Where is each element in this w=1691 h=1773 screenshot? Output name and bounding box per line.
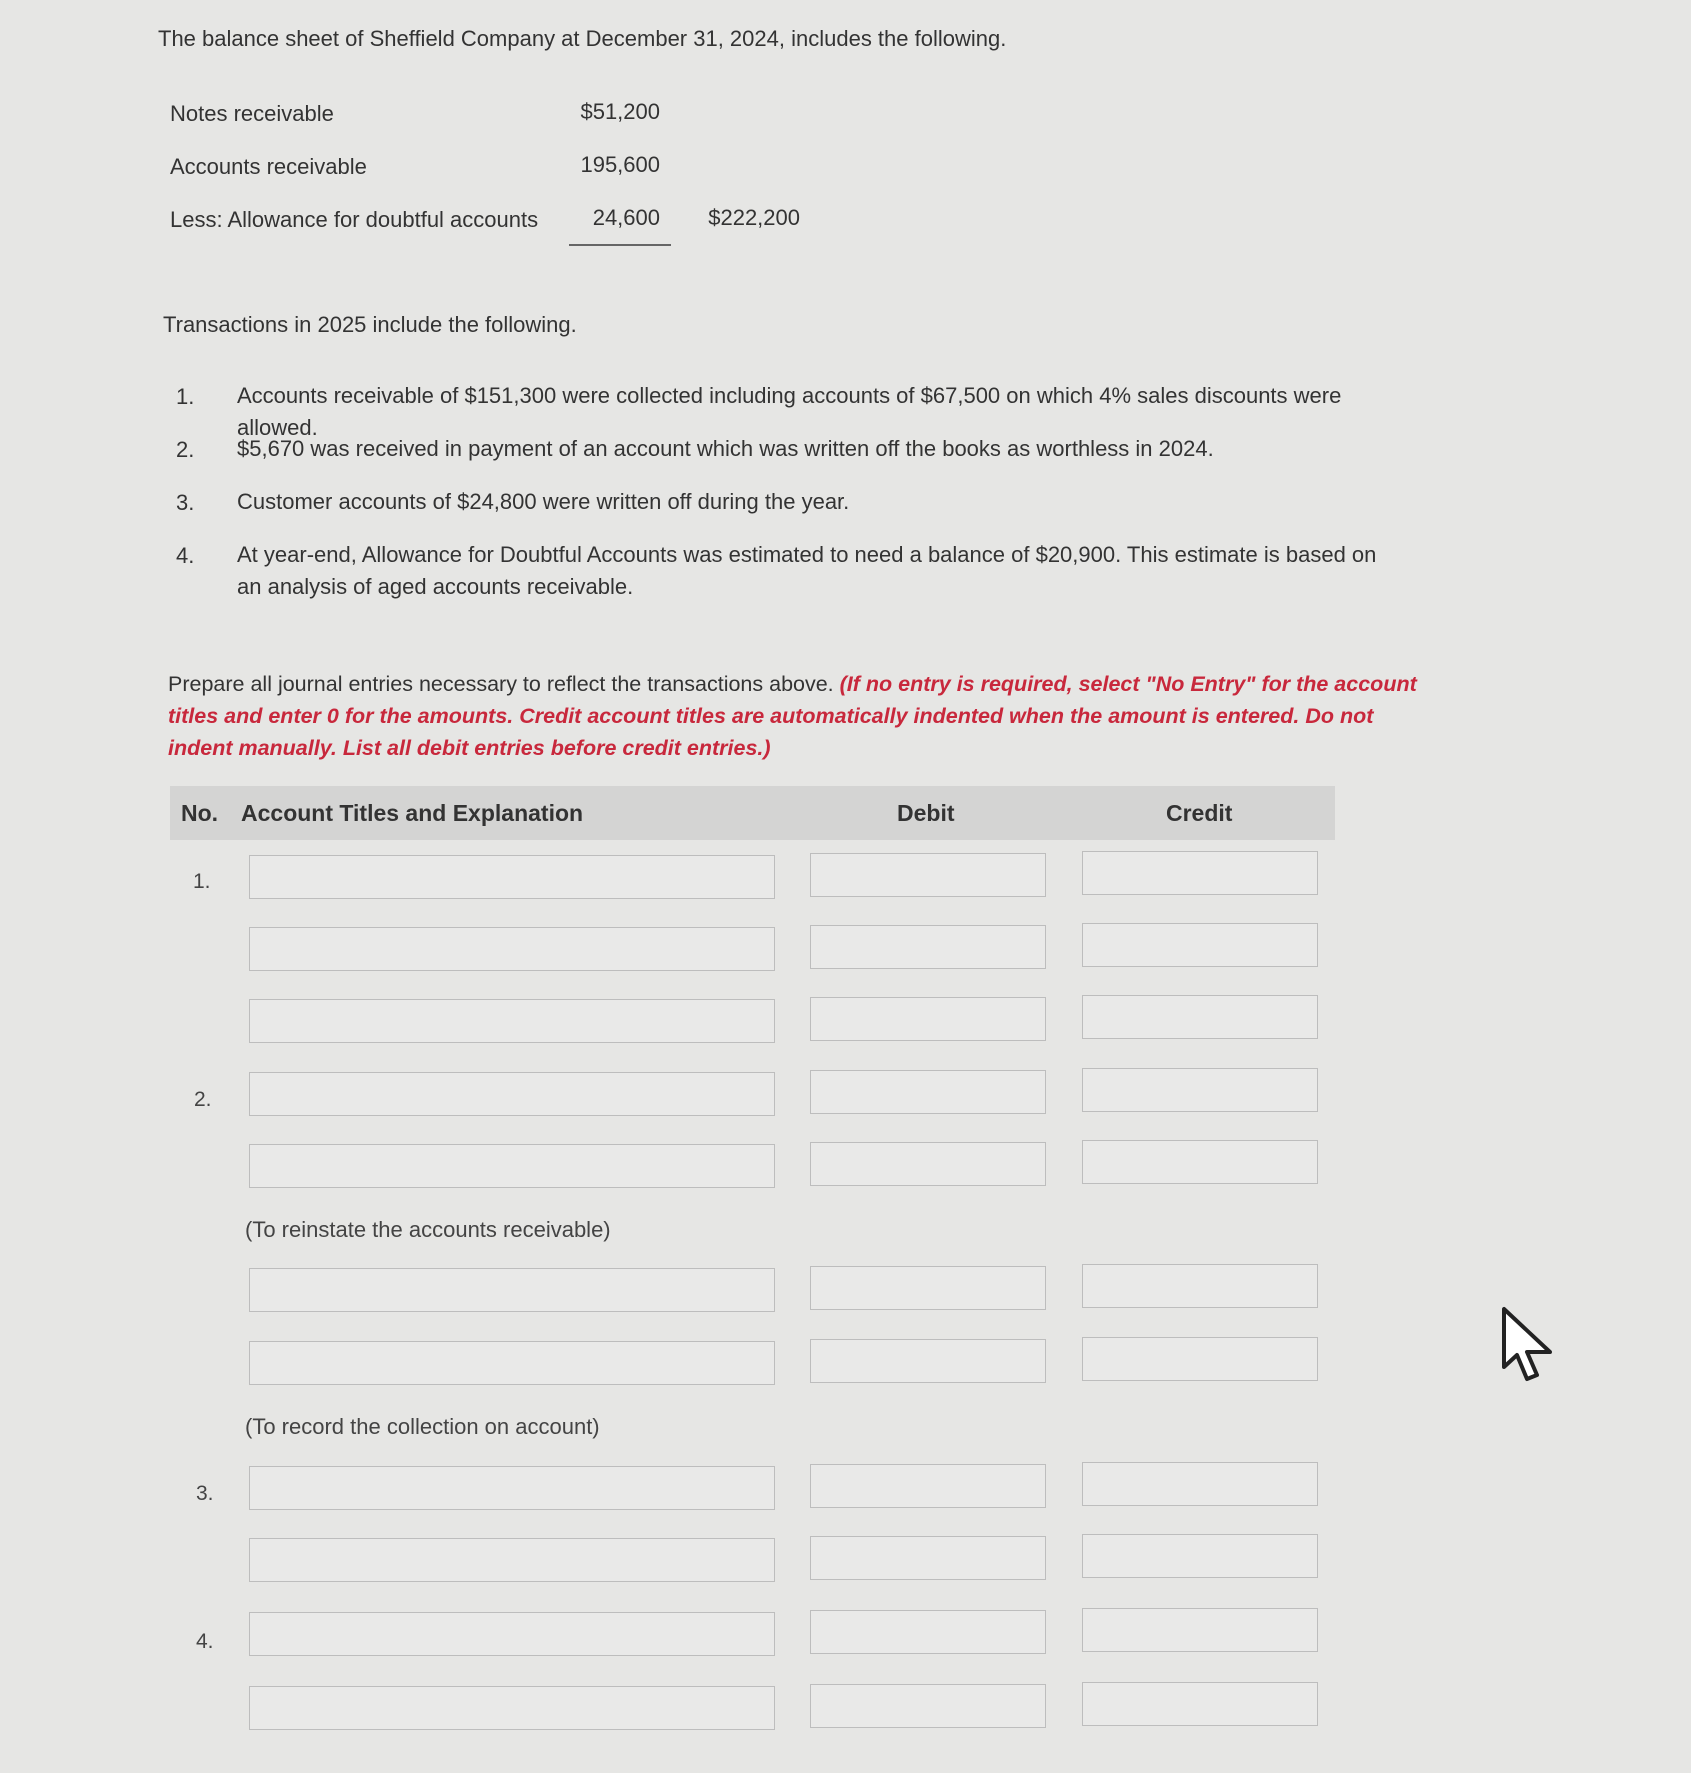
credit-input[interactable] bbox=[1082, 851, 1318, 895]
transaction-number: 3. bbox=[176, 490, 195, 515]
accounts-receivable-label: Accounts receivable bbox=[170, 154, 367, 179]
credit-input[interactable] bbox=[1082, 923, 1318, 967]
debit-input[interactable] bbox=[810, 997, 1046, 1041]
credit-input[interactable] bbox=[1082, 1337, 1318, 1381]
debit-input[interactable] bbox=[810, 1536, 1046, 1580]
notes-receivable-value: $51,200 bbox=[580, 99, 660, 124]
debit-input[interactable] bbox=[810, 1464, 1046, 1508]
column-header-no: No. bbox=[181, 800, 219, 826]
notes-receivable-label: Notes receivable bbox=[170, 101, 334, 126]
account-title-input[interactable] bbox=[249, 1341, 775, 1385]
account-title-input[interactable] bbox=[249, 855, 775, 899]
entry-number: 1. bbox=[193, 870, 211, 893]
account-title-input[interactable] bbox=[249, 927, 775, 971]
account-title-input[interactable] bbox=[249, 999, 775, 1043]
transaction-text: At year-end, Allowance for Doubtful Accounts was estimated to need a balance of $20,900. This estimate is based on an analysis of aged accounts receivable. bbox=[237, 542, 1377, 599]
net-receivables-value: $222,200 bbox=[708, 205, 800, 230]
debit-input[interactable] bbox=[810, 853, 1046, 897]
credit-input[interactable] bbox=[1082, 1534, 1318, 1578]
debit-input[interactable] bbox=[810, 1266, 1046, 1310]
column-header-debit: Debit bbox=[897, 800, 955, 826]
credit-input[interactable] bbox=[1082, 1608, 1318, 1652]
account-title-input[interactable] bbox=[249, 1072, 775, 1116]
account-title-input[interactable] bbox=[249, 1466, 775, 1510]
transaction-text: Accounts receivable of $151,300 were collected including accounts of $67,500 on which 4% sales discounts were allowed. bbox=[237, 383, 1342, 440]
mouse-pointer-icon bbox=[1500, 1305, 1558, 1390]
debit-input[interactable] bbox=[810, 1339, 1046, 1383]
credit-input[interactable] bbox=[1082, 1264, 1318, 1308]
debit-input[interactable] bbox=[810, 1142, 1046, 1186]
debit-input[interactable] bbox=[810, 1684, 1046, 1728]
entry-number: 2. bbox=[194, 1088, 212, 1111]
transaction-number: 1. bbox=[176, 384, 195, 409]
transaction-number: 2. bbox=[176, 437, 195, 462]
allowance-value: 24,600 bbox=[592, 205, 660, 230]
subtotal-rule bbox=[569, 244, 671, 246]
instructions-note: (If no entry is required, select "No Entry" for the account titles and enter 0 for the amounts. Credit account titles are automatically indented when the amount is entered. Do not indent manually. List all debit entries before credit entries.) bbox=[168, 672, 1417, 760]
journal-table-header bbox=[170, 786, 1335, 840]
instructions-main: Prepare all journal entries necessary to reflect the transactions above. bbox=[168, 672, 840, 696]
accounts-receivable-value: 195,600 bbox=[580, 152, 660, 177]
column-header-account: Account Titles and Explanation bbox=[241, 800, 584, 826]
debit-input[interactable] bbox=[810, 1610, 1046, 1654]
allowance-label: Less: Allowance for doubtful accounts bbox=[170, 207, 539, 232]
transactions-intro: Transactions in 2025 include the following. bbox=[163, 312, 577, 337]
credit-input[interactable] bbox=[1082, 1140, 1318, 1184]
account-title-input[interactable] bbox=[249, 1268, 775, 1312]
account-title-input[interactable] bbox=[249, 1612, 775, 1656]
account-title-input[interactable] bbox=[249, 1538, 775, 1582]
transaction-number: 4. bbox=[176, 543, 195, 568]
credit-input[interactable] bbox=[1082, 1462, 1318, 1506]
entry-number: 3. bbox=[196, 1482, 214, 1505]
account-title-input[interactable] bbox=[249, 1686, 775, 1730]
instructions bbox=[168, 668, 1438, 764]
entry-number: 4. bbox=[196, 1630, 214, 1653]
entry-explanation: (To reinstate the accounts receivable) bbox=[245, 1217, 611, 1242]
account-title-input[interactable] bbox=[249, 1144, 775, 1188]
credit-input[interactable] bbox=[1082, 1682, 1318, 1726]
column-header-credit: Credit bbox=[1166, 800, 1233, 826]
transaction-text: Customer accounts of $24,800 were written off during the year. bbox=[237, 489, 850, 514]
credit-input[interactable] bbox=[1082, 995, 1318, 1039]
debit-input[interactable] bbox=[810, 925, 1046, 969]
credit-input[interactable] bbox=[1082, 1068, 1318, 1112]
entry-explanation: (To record the collection on account) bbox=[245, 1414, 600, 1439]
problem-intro: The balance sheet of Sheffield Company at December 31, 2024, includes the following. bbox=[158, 26, 1007, 51]
transaction-text: $5,670 was received in payment of an account which was written off the books as worthless in 2024. bbox=[237, 436, 1214, 461]
debit-input[interactable] bbox=[810, 1070, 1046, 1114]
